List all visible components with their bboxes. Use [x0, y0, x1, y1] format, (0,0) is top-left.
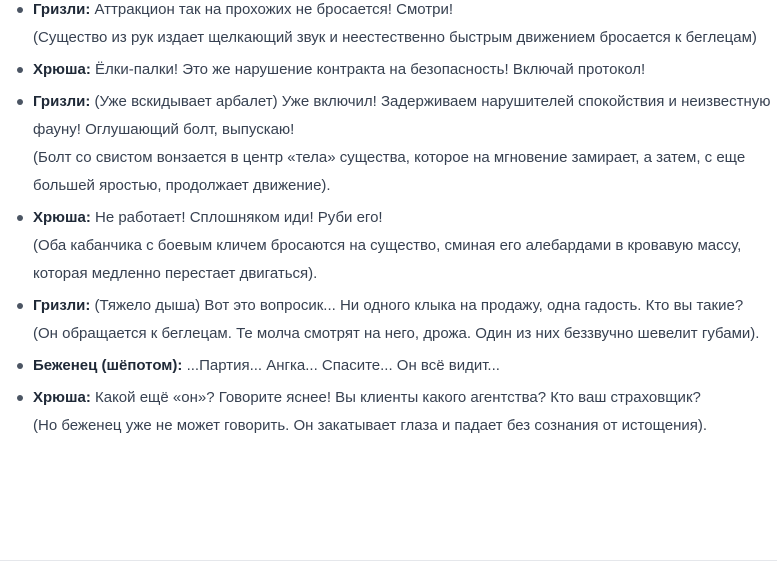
list-item — [12, 384, 777, 440]
stage-direction: (Оба кабанчика с боевым кличем бросаются на существо, сминая его алебардами в кровавую массу, которая медленно перестает двигаться). — [33, 237, 742, 282]
speaker-name: Хрюша: — [33, 61, 91, 78]
bullet-icon — [17, 395, 23, 401]
bullet-icon — [17, 67, 23, 73]
dialogue-line — [33, 56, 777, 84]
dialogue-line — [33, 204, 777, 232]
stage-direction: (Существо из рук издает щелкающий звук и неестественно быстрым движением бросается к беглецам) — [33, 29, 757, 46]
speech-text: (Тяжело дыша) Вот это вопросик... Ни одного клыка на продажу, одна гадость. Кто вы такие? — [94, 297, 744, 314]
list-item — [12, 292, 777, 348]
speech-text: Какой ещё «он»? Говорите яснее! Вы клиенты какого агентства? Кто ваш страховщик? — [95, 389, 701, 406]
section-divider — [0, 560, 777, 561]
dialogue-line — [33, 88, 777, 144]
bullet-icon — [17, 303, 23, 309]
list-item — [12, 352, 777, 380]
speech-text: Не работает! Сплошняком иди! Руби его! — [95, 209, 383, 226]
speech-text: Ёлки-палки! Это же нарушение контракта на безопасность! Включай протокол! — [95, 61, 646, 78]
speaker-name: Хрюша: — [33, 389, 91, 406]
bullet-icon — [17, 215, 23, 221]
dialogue-line — [33, 292, 777, 320]
speaker-name: Беженец (шёпотом): — [33, 357, 183, 374]
stage-direction: (Болт со свистом вонзается в центр «тела» существа, которое на мгновение замирает, а затем, с еще большей яростью, продолжает движение). — [33, 149, 746, 194]
speaker-name: Хрюша: — [33, 209, 91, 226]
bullet-icon — [17, 7, 23, 13]
speech-text: ...Партия... Ангка... Спасите... Он всё видит... — [186, 357, 500, 374]
list-item — [12, 56, 777, 84]
speech-text: (Уже вскидывает арбалет) Уже включил! Задерживаем нарушителей спокойствия и неизвестную фауну! Оглушающий болт, выпускаю! — [33, 93, 771, 138]
stage-direction: (Он обращается к беглецам. Те молча смотрят на него, дрожа. Один из них беззвучно шевелит губами). — [33, 325, 760, 342]
dialogue-line — [33, 352, 777, 380]
list-item — [12, 204, 777, 288]
speaker-name: Гризли: — [33, 297, 91, 314]
speaker-name: Гризли: — [33, 1, 91, 18]
speaker-name: Гризли: — [33, 93, 91, 110]
stage-direction: (Но беженец уже не может говорить. Он закатывает глаза и падает без сознания от истощения). — [33, 417, 708, 434]
bullet-icon — [17, 99, 23, 105]
dialogue-line — [33, 0, 777, 24]
speech-text: Аттракцион так на прохожих не бросается! Смотри! — [94, 1, 454, 18]
bullet-icon — [17, 363, 23, 369]
list-item — [12, 0, 777, 52]
dialogue-line — [33, 384, 777, 412]
list-item — [12, 88, 777, 200]
